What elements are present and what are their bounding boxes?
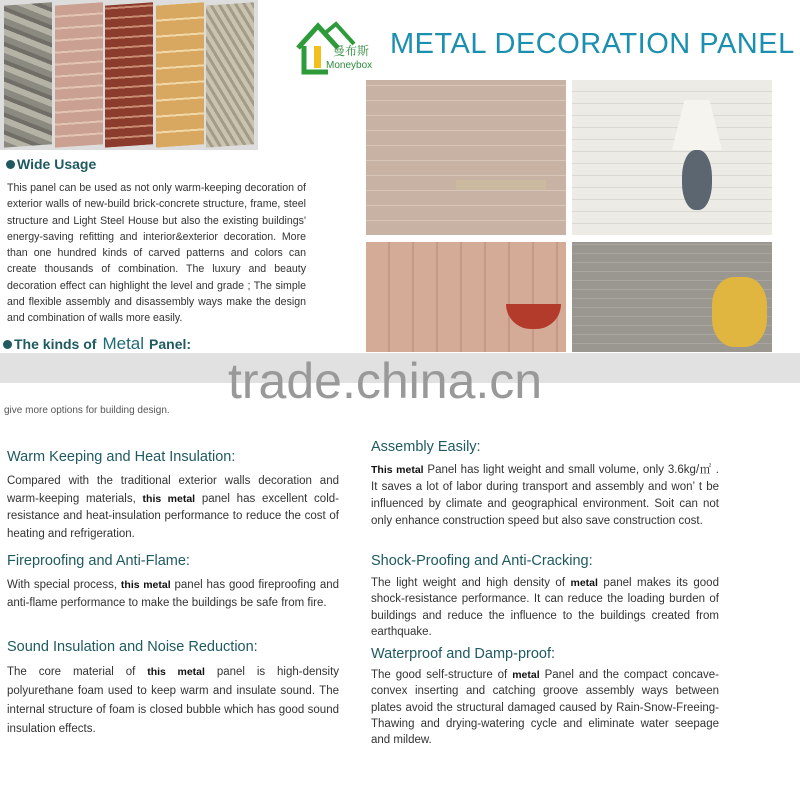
wide-usage-text: This panel can be used as not only warm-keeping decoration of exterior walls of new-build brick-concrete structure, frame, steel structure and Light Steel House but also the existing buildings' energy-saving refitting and interior&exterior decoration. More than one hundred kinds of carved patterns and colors can create thousands of combination. The luxury and beauty decoration effect can highlight the level and grade ; The simple and flexible assembly and disassembly ways make the design and combination of walls more easily.: [7, 182, 306, 325]
photo-grey-stone-with-lamp: [572, 242, 772, 352]
sound-insulation-heading: Sound Insulation and Noise Reduction:: [7, 639, 258, 655]
photo-tile-wall-with-table: [366, 80, 566, 235]
assembly-heading: Assembly Easily:: [371, 439, 481, 455]
fireproofing-heading: Fireproofing and Anti-Flame:: [7, 553, 190, 569]
kinds-heading: The kinds of Metal Panel:: [3, 334, 191, 354]
brick-panel-sample: [105, 2, 153, 147]
panel-samples-image: [0, 0, 258, 150]
waterproof-text: The good self-structure of metal Panel and the compact concave-convex inserting and catching groove assembly ways between plates avoid the structural damaged caused by Rain-Snow-Freeing-Thawing and drying-watering cycle and eliminate water seepage and mildew.: [371, 669, 719, 747]
textured-panel-sample: [206, 2, 254, 147]
shock-proofing-heading: Shock-Proofing and Anti-Cracking:: [371, 553, 593, 569]
page-title: METAL DECORATION PANEL: [390, 28, 795, 60]
assembly-text: This metal Panel has light weight and small volume, only 3.6kg/㎡ . It saves a lot of labor during transport and assembly and won’ t be influenced by climate and geographical environment. Soit can not only enhance construction speed but also save construction cost.: [371, 464, 719, 527]
logo-english-text: Moneybox: [326, 60, 373, 71]
sound-insulation-text: The core material of this metal panel is high-density polyurethane foam used to keep warm and insulate sound. The internal structure of foam is closed bubble which has good sound insulation effects.: [7, 666, 340, 735]
photo-white-panel-with-lamp: [572, 80, 772, 235]
photo-pink-tile-with-bowl: [366, 242, 566, 352]
moneybox-logo: [296, 20, 376, 80]
yellow-brick-panel-sample: [156, 2, 204, 147]
logo-chinese-text: 曼布斯: [333, 44, 370, 58]
shock-proofing-text: The light weight and high density of metal panel makes its good shock-resistance performance. It can reduce the loading burden of buildings and reduce the influence to the buildings created from earthquake.: [371, 577, 719, 638]
warm-keeping-text: Compared with the traditional exterior walls decoration and warm-keeping materials, this metal panel has excellent cold-resistance and heat-insulation performance to reduce the cost of heating and refrigeration.: [7, 475, 339, 540]
tile-panel-sample: [55, 2, 103, 147]
watermark: trade.china.cn: [228, 353, 543, 409]
fireproofing-text: With special process, this metal panel has good fireproofing and anti-flame performance to make the buildings be safe from fire.: [7, 579, 340, 609]
stone-panel-sample: [4, 2, 52, 147]
warm-keeping-heading: Warm Keeping and Heat Insulation:: [7, 449, 236, 465]
cut-off-text: give more options for building design.: [4, 405, 170, 416]
wide-usage-heading: Wide Usage: [6, 156, 96, 172]
waterproof-heading: Waterproof and Damp-proof:: [371, 646, 556, 662]
